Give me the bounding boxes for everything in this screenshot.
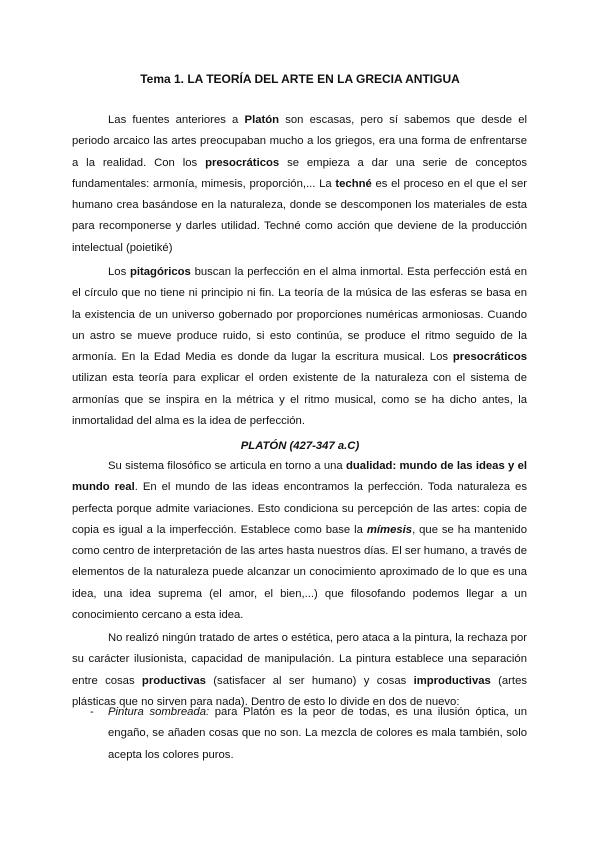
bold-italic-term-mimesis: mímesis	[366, 523, 413, 536]
text-run: utilizan esta teoría para explicar el orden existente de la naturaleza con el sistema de armonías que se inspira en la métrica y el ritmo musical, como se ha dicho antes, la inmortalidad del alma es la idea de perfección.	[72, 372, 527, 428]
text-run: buscan la perfección en el alma inmortal. Esta perfección está en el círculo que no tiene ni principio ni fin. La teoría de la música de las esferas se basa en la existencia de un universo gobernado por proporciones numéricas armoniosas. Cuando un astro se mueve produce ruido, si esto continúa, se produce el ritmo seguido de la armonía. En la Edad Media es donde da lugar la escritura musical. Los	[72, 266, 527, 364]
bold-term-presocraticos: presocráticos	[452, 351, 527, 364]
italic-term-pintura-sombreada: Pintura sombreada:	[108, 706, 210, 718]
bullet-list	[72, 702, 527, 766]
document-title: Tema 1. LA TEORÍA DEL ARTE EN LA GRECIA ANTIGUA	[140, 72, 460, 86]
bold-term-productivas: productivas	[141, 674, 206, 687]
bold-term-pitagoricos: pitagóricos	[129, 266, 191, 278]
text-run: (artes plásticas que no sirven para nada). Dentro de esto lo divide en dos de nuevo:	[72, 674, 527, 708]
bold-term-dualidad: dualidad: mundo de las ideas y el mundo real	[72, 460, 528, 494]
text-run: es el proceso en el que el ser humano crea basándose en la naturaleza, donde se descomponen los materiales de esta para recomponerse y darles utilidad. Techné como acción que deviene de la producción intelectual (poietiké)	[72, 177, 527, 254]
text-run: para Platón es la peor de todas, es una ilusión óptica, un engaño, se añaden cosas que no son. La mezcla de colores es mala también, solo acepta los colores puros.	[108, 706, 527, 761]
text-run: Los	[108, 266, 130, 278]
text-run: son escasas, pero sí sabemos que desde el periodo arcaico las artes preocupaban mucho a los griegos, era una forma de enfrentarse a la realidad. Con los	[72, 114, 527, 169]
bold-term-techne: techné	[335, 177, 372, 190]
text-run: (satisfacer al ser humano) y cosas	[205, 674, 414, 687]
list-item	[72, 702, 527, 766]
bold-term-presocraticos: presocráticos	[205, 156, 280, 169]
text-run: No realizó ningún tratado de artes o estética, pero ataca a la pintura, la rechaza por su carácter ilusionista, capacidad de manipulación. La pintura establece una separación entre cosas	[72, 632, 527, 687]
text-run: , que se ha mantenido como centro de interpretación de las artes hasta nuestros días. El ser humano, a través de elementos de la naturaleza puede alcanzar un conocimiento aproximado de lo que es una idea, una idea suprema (el amor, el bien,...) que filosofando podemos llegar a un conocimiento cercano a esta idea.	[72, 523, 527, 622]
paragraph-intro	[72, 110, 527, 259]
bold-term-platon: Platón	[244, 114, 280, 126]
dash-bullet: -	[90, 706, 94, 718]
text-run: se empieza a dar una serie de conceptos fundamentales: armonía, mimesis, proporción,... La	[72, 156, 527, 190]
paragraph-platon-sistema	[72, 456, 527, 626]
text-run: . En el mundo de las ideas encontramos la perfección. Toda naturaleza es perfecta porque admite variaciones. Esto condiciona su percepción de las artes: copia de copia es igual a la imperfección. Establece como base la	[72, 481, 527, 536]
paragraph-pitagoricos	[72, 262, 527, 432]
text-run: Las fuentes anteriores a	[108, 114, 245, 126]
text-run: Su sistema filosófico se articula en torno a una	[108, 460, 346, 472]
paragraph-pintura	[72, 628, 527, 713]
section-heading-platon: PLATÓN (427-347 a.C)	[240, 440, 360, 452]
bold-term-improductivas: improductivas	[413, 674, 491, 687]
